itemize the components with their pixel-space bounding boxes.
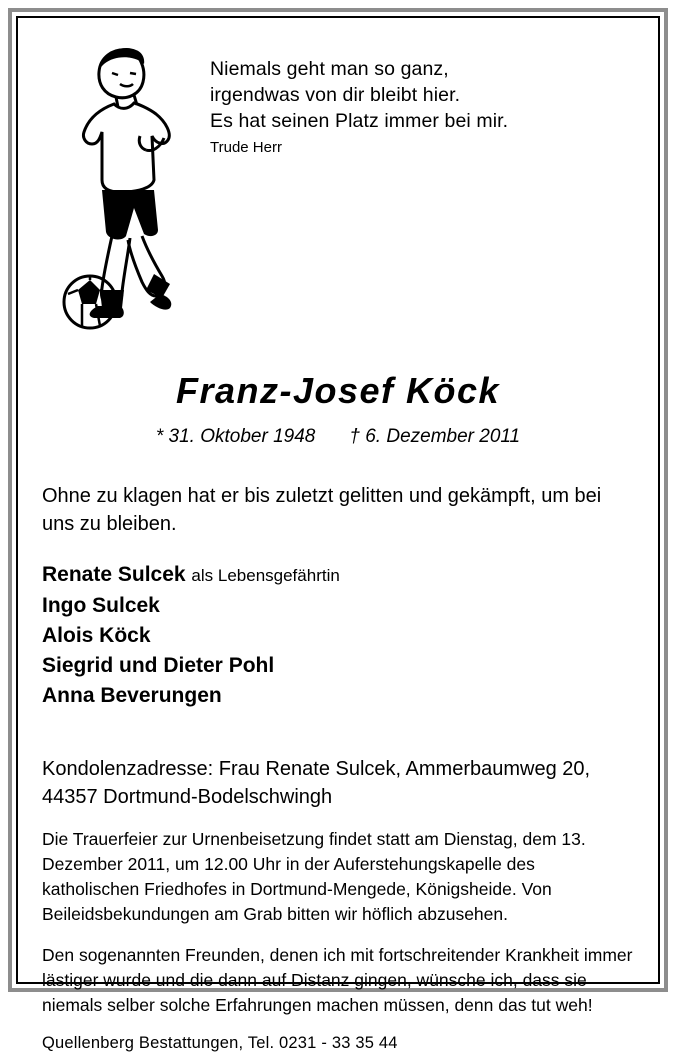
life-dates	[42, 426, 634, 448]
mourner-item	[42, 681, 634, 711]
mourner-name: Renate Sulcek	[42, 563, 186, 586]
mourner-name: Anna Beverungen	[42, 684, 222, 707]
death-date: † 6. Dezember 2011	[349, 426, 521, 447]
mourner-name: Ingo Sulcek	[42, 594, 160, 617]
mourner-item	[42, 651, 634, 681]
verse-line-3: Es hat seinen Platz immer bei mir.	[210, 110, 509, 132]
verse-line-2: irgendwas von dir bleibt hier.	[210, 84, 461, 106]
personal-text: Den sogenannten Freunden, denen ich mit fortschreitender Krankheit immer lästiger wurde und die dann auf Distanz gingen, wünsche ich, dass sie niemals selber solche Erfahrungen machen müssen, denn das tut weh!	[42, 945, 633, 1015]
notice-content	[18, 18, 658, 1052]
mourner-item	[42, 591, 634, 621]
lead-text: Ohne zu klagen hat er bis zuletzt gelitten und gekämpft, um bei uns zu bleiben.	[42, 485, 602, 535]
mourner-name: Alois Köck	[42, 624, 151, 647]
condolence-address: Kondolenzadresse: Frau Renate Sulcek, Ammerbaumweg 20, 44357 Dortmund-Bodelschwingh	[42, 758, 591, 808]
verse-author: Trude Herr	[210, 139, 282, 156]
birth-date: * 31. Oktober 1948	[155, 426, 316, 447]
ceremony-text: Die Trauerfeier zur Urnenbeisetzung findet statt am Dienstag, dem 13. Dezember 2011, um 12.00 Uhr in der Auferstehungskapelle des katholischen Friedhofes in Dortmund-Mengede, Königsheide. Von Beileidsbekundungen am Grab bitten wir höflich abzusehen.	[42, 829, 586, 924]
mourner-item	[42, 621, 634, 651]
verse-block	[210, 34, 634, 158]
header-row	[42, 34, 634, 340]
deceased-name: Franz-Josef Köck	[175, 370, 501, 411]
mourners-list	[42, 560, 634, 711]
mourner-role: als Lebensgefährtin	[191, 566, 340, 585]
soccer-player-illustration	[42, 34, 210, 340]
mourner-name: Siegrid und Dieter Pohl	[42, 654, 275, 677]
mourner-item	[42, 560, 634, 591]
funeral-home-credit: Quellenberg Bestattungen, Tel. 0231 - 33 35 44	[42, 1034, 398, 1052]
verse-line-1: Niemals geht man so ganz,	[210, 58, 449, 80]
